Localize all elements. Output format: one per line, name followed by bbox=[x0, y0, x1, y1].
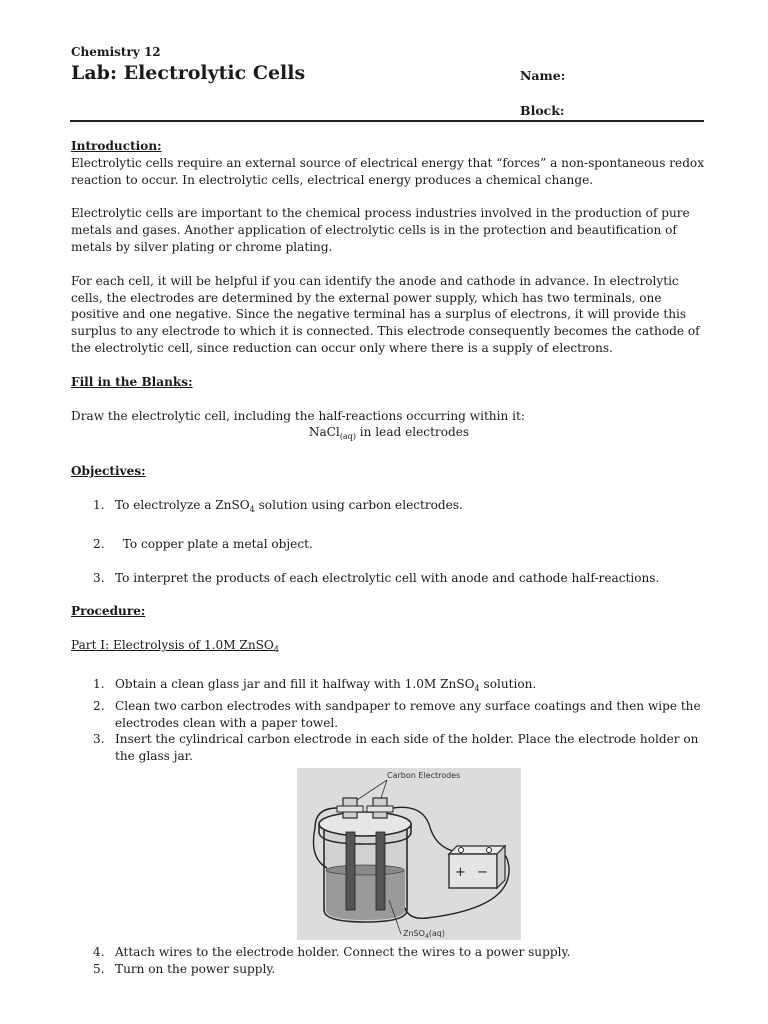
procedure-steps-continued bbox=[71, 944, 707, 978]
positive-terminal-label: + bbox=[455, 864, 466, 880]
apparatus-drawing bbox=[297, 768, 521, 940]
list-item: 1. To electrolyze a ZnSO$_4$ solution using carbon electrodes. bbox=[93, 497, 463, 514]
objectives-list bbox=[71, 497, 707, 586]
list-item: 1. Obtain a clean glass jar and fill it halfway with 1.0M ZnSO$_4$ solution. bbox=[93, 676, 537, 693]
introduction-heading: Introduction: bbox=[71, 139, 162, 153]
worksheet-content bbox=[71, 138, 707, 978]
solution-label: ZnSO$_4$(aq) bbox=[403, 928, 445, 940]
intro-paragraph-2: Electrolytic cells are important to the chemical process industries involved in the production of pure metals and gases. Another application of electrolytic cells is in the protection and beautification of metals by silver plating or chrome plating. bbox=[71, 206, 690, 254]
list-item: 2. Clean two carbon electrodes with sandpaper to remove any surface coatings and then wipe the electrodes clean with a paper towel. bbox=[93, 698, 701, 730]
page-title: Lab: Electrolytic Cells bbox=[71, 62, 306, 84]
fill-blanks-formula: NaCl$_{(aq)}$ in lead electrodes bbox=[308, 425, 470, 442]
list-item: 2. To copper plate a metal object. bbox=[93, 536, 313, 551]
list-item: 3. To interpret the products of each electrolytic cell with anode and cathode half-reactions. bbox=[93, 570, 660, 585]
intro-paragraph-1: Electrolytic cells require an external source of electrical energy that “forces” a non-spontaneous redox reaction to occur. In electrolytic cells, electrical energy produces a chemical change. bbox=[71, 155, 705, 187]
procedure-part1-title: Part I: Electrolysis of 1.0M ZnSO$_4$ bbox=[71, 638, 279, 655]
objectives-heading: Objectives: bbox=[71, 464, 146, 479]
block-label: Block: bbox=[520, 103, 565, 118]
fill-blanks-instruction: Draw the electrolytic cell, including the half-reactions occurring within it: bbox=[71, 408, 525, 423]
electrolysis-apparatus-figure bbox=[297, 768, 521, 940]
header-divider bbox=[70, 120, 704, 122]
intro-paragraph-3: For each cell, it will be helpful if you can identify the anode and cathode in advance. In electrolytic cells, the electrodes are determined by the external power supply, which has two terminals, one positive and one negative. Since the negative terminal has a surplus of electrons, it will provide this surplus to any electrode to which it is connected. This electrode consequently becomes the cathode of the electrolytic cell, since reduction can occur only where there is a supply of electrons. bbox=[71, 273, 700, 355]
fill-blanks-heading: Fill in the Blanks: bbox=[71, 374, 193, 389]
name-label: Name: bbox=[520, 68, 566, 83]
course-name: Chemistry 12 bbox=[71, 45, 161, 59]
list-item: 4. Attach wires to the electrode holder. Connect the wires to a power supply. bbox=[93, 944, 571, 959]
negative-terminal-label: − bbox=[477, 864, 488, 880]
list-item: 5. Turn on the power supply. bbox=[93, 961, 276, 976]
list-item: 3. Insert the cylindrical carbon electrode in each side of the holder. Place the electrode holder on the glass jar. bbox=[93, 732, 699, 764]
procedure-heading: Procedure: bbox=[71, 604, 146, 619]
carbon-electrodes-label: Carbon Electrodes bbox=[387, 770, 461, 780]
procedure-steps bbox=[71, 676, 707, 765]
